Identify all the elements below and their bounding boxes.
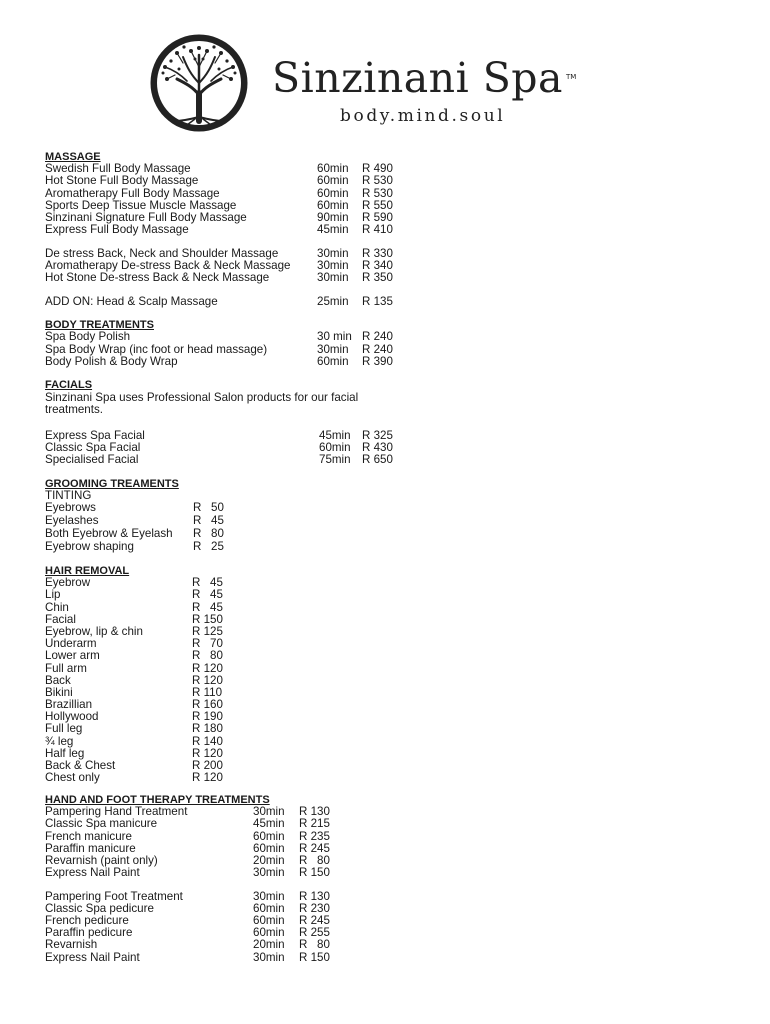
service-price: R 150 <box>299 950 330 964</box>
service-price: R 45 <box>192 576 223 590</box>
service-row <box>45 915 745 927</box>
foot-list <box>45 891 745 964</box>
service-name: Classic Spa Facial <box>45 440 141 454</box>
facial-list <box>45 430 745 467</box>
service-price: R 530 <box>362 174 393 188</box>
service-price: R 80 <box>299 853 330 867</box>
service-duration: 90min <box>317 210 349 224</box>
service-price: R 330 <box>362 246 393 260</box>
service-name: Full arm <box>45 661 87 675</box>
service-price: R 240 <box>362 330 393 344</box>
service-duration: 45min <box>319 428 351 442</box>
service-row <box>45 748 745 760</box>
service-price: R 150 <box>192 612 223 626</box>
service-name: Express Nail Paint <box>45 950 140 964</box>
service-price: R 490 <box>362 162 393 176</box>
service-price: R 180 <box>192 722 223 736</box>
service-duration: 30min <box>253 866 285 880</box>
service-name: Express Spa Facial <box>45 428 145 442</box>
service-row <box>45 626 745 638</box>
massage-list <box>45 163 745 236</box>
section-heading-hair: HAIR REMOVAL <box>45 565 130 578</box>
service-row <box>45 577 745 589</box>
service-name: Swedish Full Body Massage <box>45 162 191 176</box>
service-row <box>45 818 745 830</box>
service-price: R 245 <box>299 841 330 855</box>
service-row <box>45 650 745 662</box>
section-heading-massage: MASSAGE <box>45 151 101 163</box>
service-price: R 240 <box>362 342 393 356</box>
service-row <box>45 760 745 772</box>
service-price: R 120 <box>192 771 223 785</box>
service-name: Lip <box>45 588 61 602</box>
service-name: Brazillian <box>45 698 93 712</box>
service-price: R 340 <box>362 258 393 272</box>
brand-tagline: body.mind.soul <box>340 106 506 126</box>
service-row <box>45 454 745 466</box>
service-name: Aromatherapy Full Body Massage <box>45 186 220 200</box>
service-price: R 130 <box>299 805 330 819</box>
service-name: Pampering Hand Treatment <box>45 805 188 819</box>
service-price: R 80 <box>299 938 330 952</box>
service-price: R 590 <box>362 210 393 224</box>
service-row <box>45 736 745 748</box>
service-duration: 60min <box>317 354 349 368</box>
service-row <box>45 711 745 723</box>
service-duration: 30min <box>253 889 285 903</box>
section-heading-handfoot: HAND AND FOOT THERAPY TREATMENTS <box>45 794 270 806</box>
section-heading-facials: FACIALS <box>45 379 93 392</box>
service-name: Chest only <box>45 771 100 785</box>
service-duration: 60min <box>317 162 349 176</box>
service-row <box>45 356 745 368</box>
service-row <box>45 602 745 614</box>
service-row <box>45 927 745 939</box>
service-price: R 190 <box>192 710 223 724</box>
service-duration: 60min <box>319 440 351 454</box>
service-duration: 30min <box>317 246 349 260</box>
service-duration: 60min <box>317 198 349 212</box>
service-row <box>45 952 745 964</box>
massage-destress-list <box>45 248 745 285</box>
service-row <box>45 589 745 601</box>
service-name: Facial <box>45 612 76 626</box>
trademark: TM <box>566 73 577 81</box>
service-price: R 430 <box>362 440 393 454</box>
service-price: R 235 <box>299 829 330 843</box>
service-row <box>45 699 745 711</box>
service-price: R 45 <box>193 513 224 527</box>
service-name: Classic Spa manicure <box>45 817 158 831</box>
service-name: ADD ON: Head & Scalp Massage <box>45 294 218 308</box>
facials-description: Sinzinani Spa uses Professional Salon products for our facial treatments. <box>45 390 359 417</box>
service-duration: 30min <box>317 342 349 356</box>
service-row <box>45 675 745 687</box>
service-name: Paraffin manicure <box>45 841 136 855</box>
service-name: Classic Spa pedicure <box>45 901 154 915</box>
service-name: Both Eyebrow & Eyelash <box>45 526 173 540</box>
tree-of-life-icon <box>149 33 249 133</box>
service-price: R 25 <box>193 539 224 553</box>
grooming-list <box>45 502 745 554</box>
service-name: Aromatherapy De-stress Back & Neck Massage <box>45 258 291 272</box>
service-row <box>45 614 745 626</box>
service-price: R 120 <box>192 673 223 687</box>
service-name: Back <box>45 673 71 687</box>
service-duration: 30min <box>317 258 349 272</box>
service-duration: 25min <box>317 294 349 308</box>
service-duration: 60min <box>317 186 349 200</box>
section-heading-grooming: GROOMING TREAMENTS <box>45 477 179 490</box>
service-price: R 150 <box>299 866 330 880</box>
service-row <box>45 903 745 915</box>
service-name: ¾ leg <box>45 734 74 748</box>
service-price: R 245 <box>299 914 330 928</box>
service-name: Back & Chest <box>45 759 116 773</box>
service-name: Hollywood <box>45 710 99 724</box>
service-name: French manicure <box>45 829 132 843</box>
service-price: R 130 <box>299 889 330 903</box>
service-price: R 410 <box>362 223 393 237</box>
service-row <box>45 272 745 284</box>
service-duration: 20min <box>253 938 285 952</box>
service-price: R 350 <box>362 271 393 285</box>
service-price: R 45 <box>192 600 223 614</box>
hair-removal-list <box>45 577 745 784</box>
service-name: French pedicure <box>45 914 129 928</box>
service-price: R 70 <box>192 637 223 651</box>
service-price: R 215 <box>299 817 330 831</box>
service-row <box>45 939 745 951</box>
service-name: Full leg <box>45 722 83 736</box>
service-price: R 50 <box>193 501 224 515</box>
service-name: Eyelashes <box>45 513 99 527</box>
service-duration: 45min <box>253 817 285 831</box>
service-price: R 135 <box>362 294 393 308</box>
service-row <box>45 638 745 650</box>
service-price: R 650 <box>362 453 393 467</box>
service-name: Specialised Facial <box>45 453 139 467</box>
service-row <box>45 224 745 236</box>
service-price: R 125 <box>192 624 223 638</box>
service-row <box>45 867 745 879</box>
service-duration: 60min <box>253 841 285 855</box>
service-name: Hot Stone Full Body Massage <box>45 174 199 188</box>
grooming-subheading: TINTING <box>45 488 92 502</box>
service-price: R 80 <box>193 526 224 540</box>
service-row <box>45 723 745 735</box>
service-price: R 80 <box>192 649 223 663</box>
service-price: R 530 <box>362 186 393 200</box>
service-price: R 200 <box>192 759 223 773</box>
service-name: Body Polish & Body Wrap <box>45 354 178 368</box>
service-duration: 75min <box>319 453 351 467</box>
service-name: Revarnish (paint only) <box>45 853 158 867</box>
service-name: Spa Body Polish <box>45 330 131 344</box>
service-name: Lower arm <box>45 649 100 663</box>
service-duration: 30min <box>317 271 349 285</box>
service-name: Express Nail Paint <box>45 866 140 880</box>
service-duration: 60min <box>253 914 285 928</box>
service-price: R 550 <box>362 198 393 212</box>
brand-name: Sinzinani Spa <box>272 54 563 102</box>
service-price: R 390 <box>362 354 393 368</box>
service-name: Sinzinani Signature Full Body Massage <box>45 210 247 224</box>
price-list <box>45 151 745 964</box>
service-name: Underarm <box>45 637 97 651</box>
service-row <box>45 502 745 515</box>
service-price: R 325 <box>362 428 393 442</box>
header <box>0 0 770 150</box>
hand-list <box>45 806 745 879</box>
service-row <box>45 663 745 675</box>
service-price: R 230 <box>299 901 330 915</box>
service-price: R 160 <box>192 698 223 712</box>
service-name: Spa Body Wrap (inc foot or head massage) <box>45 342 268 356</box>
service-name: Revarnish <box>45 938 98 952</box>
service-price: R 45 <box>192 588 223 602</box>
service-name: Pampering Foot Treatment <box>45 889 183 903</box>
service-duration: 30min <box>253 805 285 819</box>
service-duration: 45min <box>317 223 349 237</box>
service-duration: 60min <box>253 926 285 940</box>
service-name: Eyebrow shaping <box>45 539 134 553</box>
service-row <box>45 528 745 541</box>
service-duration: 20min <box>253 853 285 867</box>
service-name: Eyebrow <box>45 576 91 590</box>
service-row <box>45 541 745 554</box>
body-list <box>45 331 745 368</box>
service-row <box>45 855 745 867</box>
service-row <box>45 831 745 843</box>
service-row <box>45 442 745 454</box>
service-row <box>45 687 745 699</box>
service-duration: 60min <box>253 901 285 915</box>
service-price: R 140 <box>192 734 223 748</box>
service-price: R 110 <box>192 685 223 699</box>
service-name: Chin <box>45 600 69 614</box>
addon-row <box>45 296 745 308</box>
service-row <box>45 772 745 784</box>
service-name: Sports Deep Tissue Muscle Massage <box>45 198 237 212</box>
service-name: Eyebrows <box>45 501 96 515</box>
service-price: R 120 <box>192 746 223 760</box>
service-name: Express Full Body Massage <box>45 223 189 237</box>
service-name: Half leg <box>45 746 85 760</box>
section-heading-body: BODY TREATMENTS <box>45 319 154 332</box>
service-duration: 30min <box>253 950 285 964</box>
service-name: Eyebrow, lip & chin <box>45 624 143 638</box>
service-name: Bikini <box>45 685 73 699</box>
service-duration: 60min <box>253 829 285 843</box>
service-price: R 120 <box>192 661 223 675</box>
service-name: Paraffin pedicure <box>45 926 133 940</box>
service-price: R 255 <box>299 926 330 940</box>
service-duration: 60min <box>317 174 349 188</box>
service-name: Hot Stone De-stress Back & Neck Massage <box>45 271 270 285</box>
service-row <box>45 430 745 442</box>
service-duration: 30 min <box>317 330 352 344</box>
service-name: De stress Back, Neck and Shoulder Massage <box>45 246 279 260</box>
